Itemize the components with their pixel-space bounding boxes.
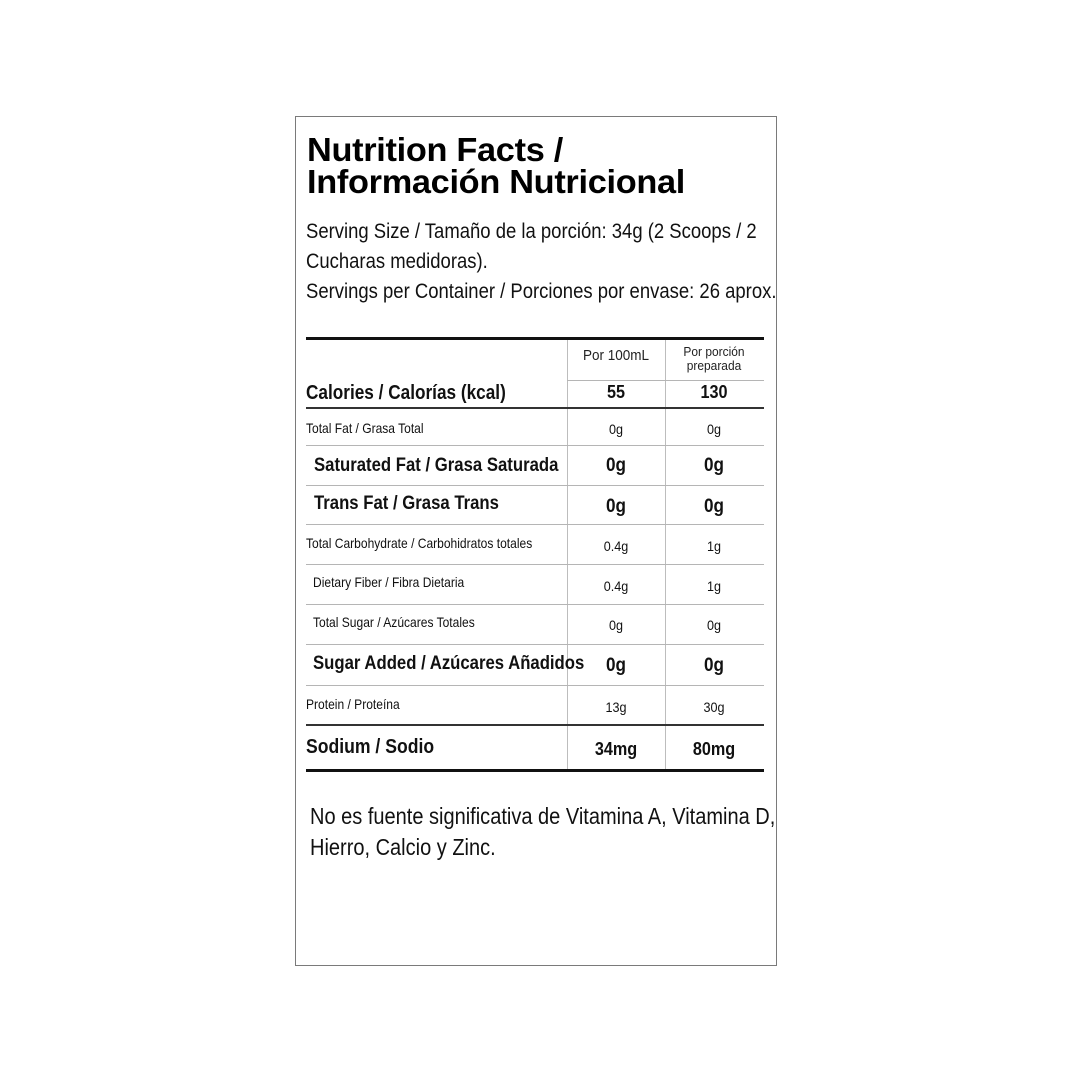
- value-per-100ml: 13g: [605, 699, 627, 715]
- nutrient-label: Saturated Fat / Grasa Saturada: [314, 455, 559, 476]
- nutrient-label: Dietary Fiber / Fibra Dietaria: [313, 574, 465, 590]
- value-per-100ml: 0.4g: [603, 578, 629, 594]
- serving-size-line-2: Cucharas medidoras).: [306, 250, 488, 273]
- footnote-line-1: No es fuente significativa de Vitamina A, Vitamina D,: [310, 803, 776, 829]
- value-per-100ml: 0g: [608, 617, 624, 633]
- label-title: [307, 131, 686, 200]
- column-header-line-1: Por porción: [683, 344, 745, 359]
- nutrient-label: Trans Fat / Grasa Trans: [314, 493, 499, 514]
- value-per-100ml: 0g: [608, 421, 624, 437]
- nutrient-label: Total Sugar / Azúcares Totales: [313, 614, 475, 630]
- serving-info: [306, 217, 777, 307]
- column-header-per-100ml: Por 100mL: [582, 347, 650, 364]
- value-per-serving: 1g: [706, 538, 722, 554]
- footnote-line-2: Hierro, Calcio y Zinc.: [310, 834, 496, 860]
- value-per-100ml: 0g: [606, 455, 626, 476]
- column-header-line-2: preparada: [686, 358, 742, 373]
- value-per-serving: 0g: [704, 655, 724, 676]
- value-per-serving: 80mg: [692, 739, 736, 759]
- table-row: [306, 726, 764, 770]
- footnote: [310, 801, 776, 863]
- nutrient-label: Sodium / Sodio: [306, 736, 435, 758]
- value-per-serving: 0g: [704, 455, 724, 476]
- servings-per-container: Servings per Container / Porciones por envase: 26 aprox.: [306, 280, 777, 303]
- table-row: [306, 525, 764, 564]
- calories-label: Calories / Calorías (kcal): [306, 382, 506, 404]
- calories-per-100ml: 55: [606, 382, 626, 402]
- table-row: [306, 565, 764, 604]
- value-per-100ml: 0g: [606, 655, 626, 676]
- value-per-100ml: 0.4g: [603, 538, 629, 554]
- bottom-rule: [306, 769, 764, 772]
- value-per-serving: 0g: [706, 421, 722, 437]
- table-row: [306, 486, 764, 524]
- title-line-1: Nutrition Facts /: [307, 131, 563, 168]
- serving-size-line-1: Serving Size / Tamaño de la porción: 34g (2 Scoops / 2: [306, 220, 757, 243]
- title-line-2: Información Nutricional: [307, 163, 686, 200]
- table-row: [306, 645, 764, 685]
- nutrient-label: Sugar Added / Azúcares Añadidos: [313, 653, 585, 674]
- table-row: [306, 409, 764, 445]
- nutrient-label: Total Carbohydrate / Carbohidratos totales: [306, 535, 533, 551]
- table-row: [306, 446, 764, 485]
- table-row: [306, 605, 764, 644]
- value-per-serving: 0g: [704, 496, 724, 517]
- column-header-per-serving: [669, 345, 759, 373]
- value-per-serving: 30g: [703, 699, 725, 715]
- value-per-serving: 0g: [706, 617, 722, 633]
- nutrient-label: Total Fat / Grasa Total: [306, 420, 424, 436]
- value-per-100ml: 34mg: [594, 739, 638, 759]
- calories-row: [306, 380, 764, 408]
- nutrient-label: Protein / Proteína: [306, 696, 400, 712]
- top-rule: [306, 337, 764, 340]
- calories-per-serving: 130: [700, 382, 728, 402]
- value-per-100ml: 0g: [606, 496, 626, 517]
- table-row: [306, 686, 764, 725]
- nutrition-label: [295, 116, 777, 966]
- value-per-serving: 1g: [706, 578, 722, 594]
